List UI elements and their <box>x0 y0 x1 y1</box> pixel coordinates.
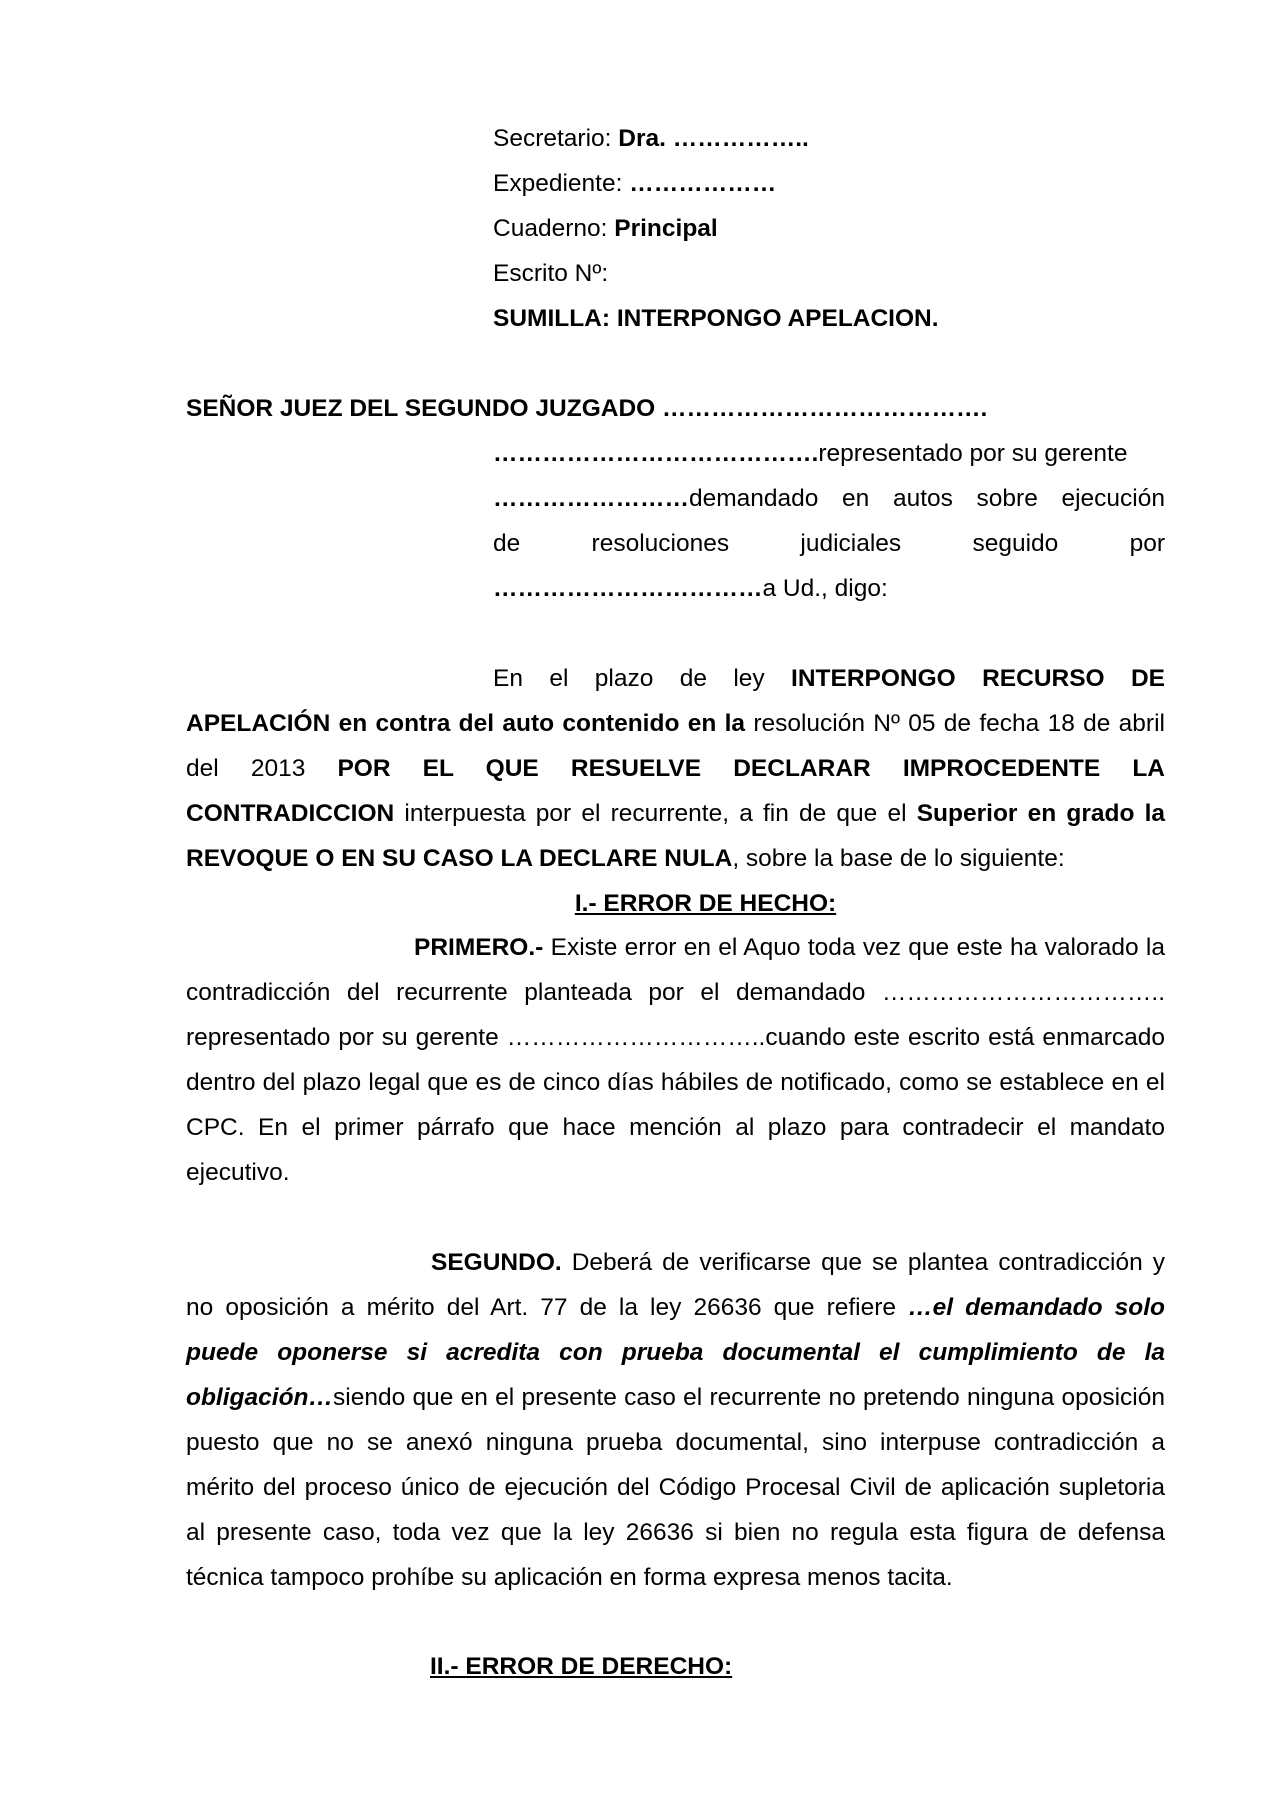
paragraph-2-block <box>186 925 1165 1195</box>
p1-text-3: interpuesta por el recurrente, a fin de que el <box>394 800 917 827</box>
header-block <box>493 116 1165 341</box>
intro-line-4 <box>493 566 1165 611</box>
expediente-label: Expediente: <box>493 170 630 197</box>
expediente-line <box>493 161 1165 206</box>
paragraph-1 <box>186 656 1165 881</box>
intro-word: resoluciones <box>591 530 730 557</box>
intro-dots-1: …………………………………. <box>493 440 819 467</box>
salutation: SEÑOR JUEZ DEL SEGUNDO JUZGADO …………………………………. <box>186 395 988 422</box>
cuaderno-label: Cuaderno: <box>493 215 615 242</box>
primero-text: Existe error en el Aquo toda vez que este ha valorado la contradicción del recurrente planteada por el demandado …………………………….. representado por su gerente …………………………..cuando este escrito está enmarcado dentro del plazo legal que es de cinco días hábiles de notificado, como se establece en el CPC. En el primer párrafo que hace mención al plazo para contradecir el mandato ejecutivo. <box>186 934 1165 1186</box>
intro-text-4: a Ud., digo: <box>762 575 888 602</box>
p1-text-2: resolución Nº 05 de fecha 18 de abril del 2013 <box>186 710 1165 782</box>
secretario-line <box>493 116 1165 161</box>
segundo-quote: …el demandado solo puede oponerse si acredita con prueba documental el cumplimiento de la obligación… <box>186 1294 1166 1411</box>
intro-dots-2: …………………… <box>493 485 689 512</box>
heading-error-de-derecho: II.- ERROR DE DERECHO: <box>430 1653 733 1680</box>
p1-bold-3: Superior en grado la REVOQUE O EN SU CASO LA DECLARE NULA <box>186 800 1165 872</box>
sumilla-line: SUMILLA: INTERPONGO APELACION. <box>493 305 939 332</box>
escrito-label: Escrito Nº: <box>493 260 609 287</box>
intro-word: seguido <box>972 530 1059 557</box>
primero-label: PRIMERO.- <box>414 934 544 961</box>
segundo-text-2: siendo que en el presente caso el recurrente no pretendo ninguna oposición puesto que no se anexó ninguna prueba documental, sino interpuse contradicción a mérito del proceso único de ejecución del Código Procesal Civil de aplicación supletoria al presente caso, toda vez que la ley 26636 si bien no regula esta figura de defensa técnica tampoco prohíbe su aplicación en forma expresa menos tacita. <box>186 1384 1165 1591</box>
intro-line-2-wrap <box>493 476 689 521</box>
secretario-value: Dra. …………….. <box>618 125 809 152</box>
intro-word: judiciales <box>800 530 902 557</box>
cuaderno-value: Principal <box>614 215 718 242</box>
intro-word: por <box>1129 530 1165 557</box>
intro-text-1: representado por su gerente <box>818 440 1128 467</box>
intro-line-2 <box>493 476 1165 521</box>
p1-text-1: En el plazo de ley <box>493 665 792 692</box>
p1-text-4: , sobre la base de lo siguiente: <box>732 845 1065 872</box>
paragraph-primero <box>186 925 1165 1195</box>
intro-text-2: demandado en autos sobre ejecución <box>689 485 1165 512</box>
paragraph-3-block <box>186 1240 1165 1600</box>
intro-dots-4: …………………………… <box>493 575 763 602</box>
secretario-label: Secretario: <box>493 125 619 152</box>
intro-word: de <box>493 530 521 557</box>
expediente-value: ……………… <box>629 170 777 197</box>
p1-bold-1: INTERPONGO RECURSO DE APELACIÓN en contra del auto contenido en la <box>186 665 1165 737</box>
intro-line-3 <box>493 521 1165 566</box>
paragraph-segundo <box>186 1240 1165 1600</box>
cuaderno-line <box>493 206 1165 251</box>
p1-bold-2: POR EL QUE RESUELVE DECLARAR IMPROCEDENTE LA CONTRADICCION <box>186 755 1165 827</box>
intro-line-1 <box>493 431 1165 476</box>
paragraph-1-block <box>186 656 1165 926</box>
segundo-label: SEGUNDO. <box>431 1249 562 1276</box>
escrito-line <box>493 251 1165 296</box>
heading-error-de-hecho: I.- ERROR DE HECHO: <box>574 890 837 917</box>
segundo-text-1: Deberá de verificarse que se plantea contradicción y no oposición a mérito del Art. 77 de la ley 26636 que refiere <box>186 1249 1165 1321</box>
intro-block <box>493 431 1165 611</box>
